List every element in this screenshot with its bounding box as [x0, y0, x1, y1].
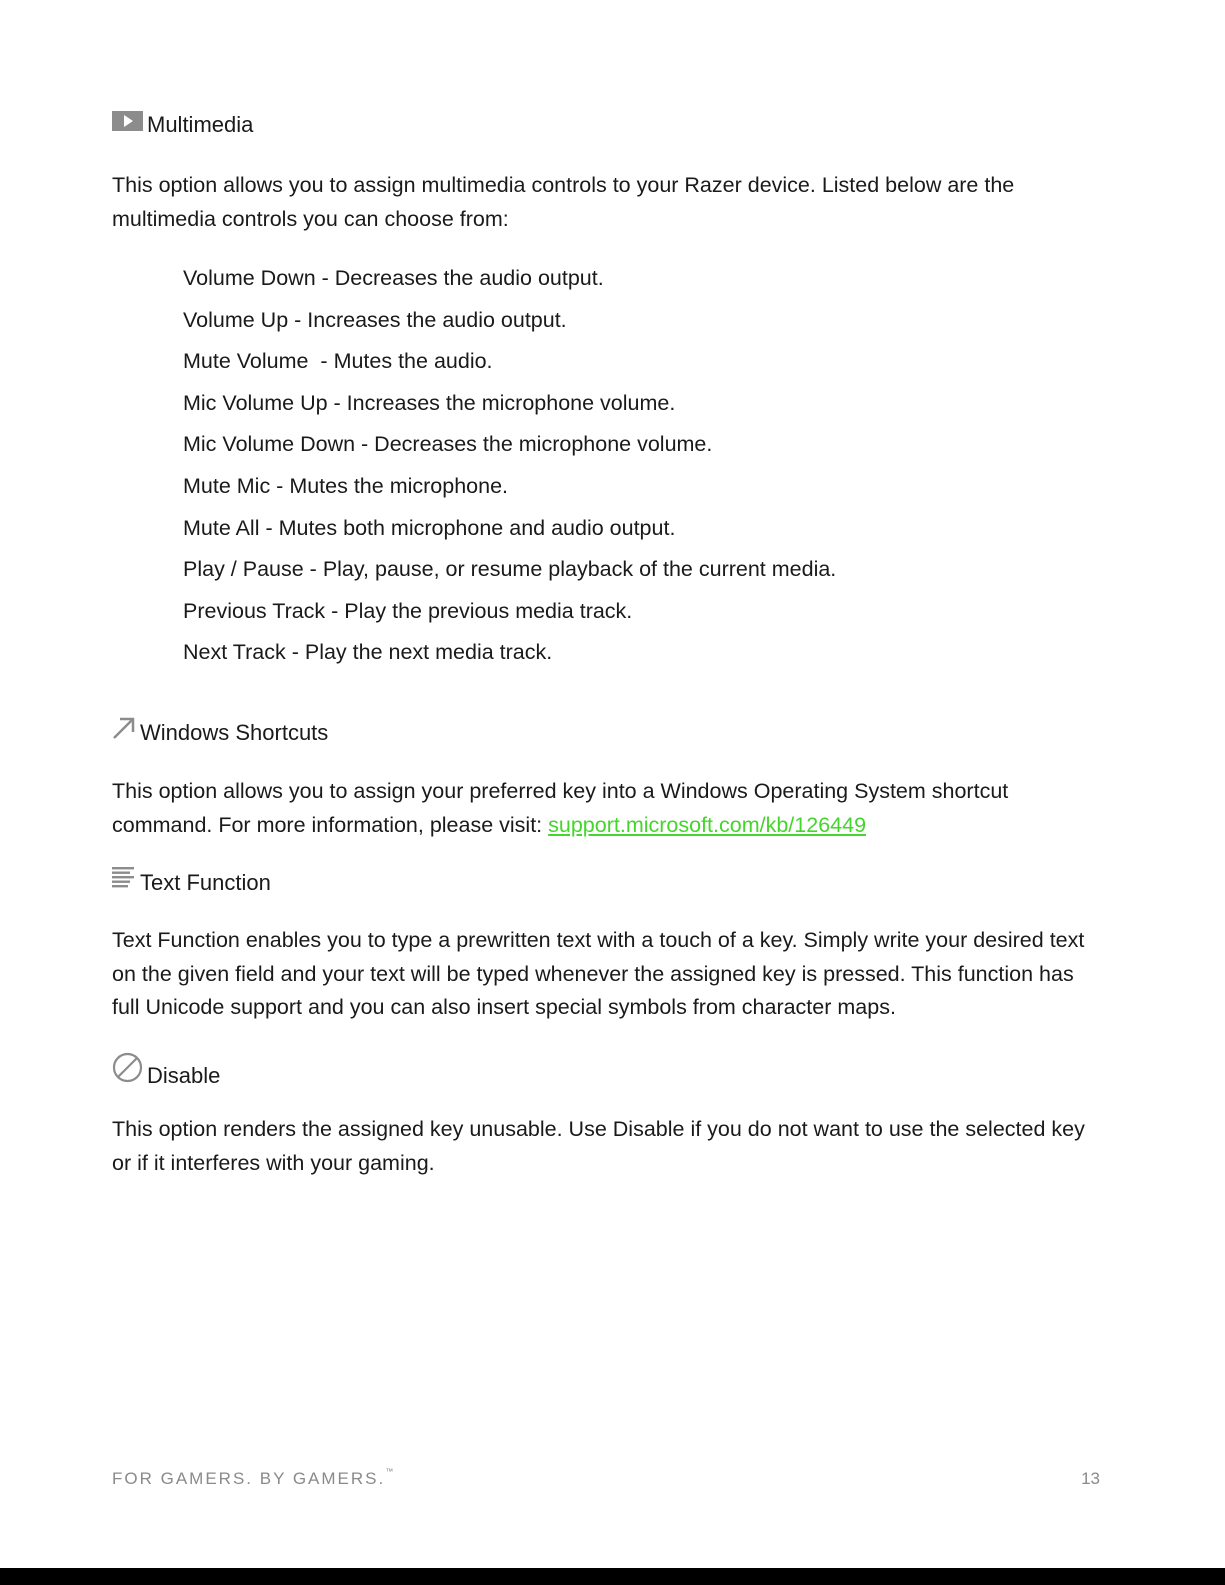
multimedia-title: Multimedia [147, 112, 254, 137]
list-item: Volume Down - Decreases the audio output. [183, 266, 604, 290]
trademark-symbol: ™ [385, 1467, 394, 1476]
list-item: Mute Volume - Mutes the audio. [183, 349, 493, 374]
list-item: Mic Volume Up - Increases the microphone volume. [183, 390, 676, 415]
list-item: Volume Up - Increases the audio output. [183, 307, 567, 332]
text-function-heading [112, 866, 271, 896]
bottom-border [0, 1568, 1225, 1585]
multimedia-intro: This option allows you to assign multimedia controls to your Razer device. Listed below are the multimedia controls you can choose from: [112, 173, 1015, 231]
disable-heading [112, 1052, 220, 1089]
text-function-text: Text Function enables you to type a prewritten text with a touch of a key. Simply write your desired text on the given field and your text will be typed whenever the assigned key is pressed. This function has full Unicode support and you can also insert special symbols from character maps. [112, 928, 1085, 1019]
windows-shortcuts-text [112, 775, 1107, 842]
windows-shortcuts-title: Windows Shortcuts [140, 720, 329, 745]
text-lines-icon [112, 866, 136, 896]
list-item: Previous Track - Play the previous media track. [183, 598, 633, 623]
support-link[interactable]: support.microsoft.com/kb/126449 [548, 812, 867, 837]
multimedia-heading [112, 110, 253, 138]
page-number: 13 [1081, 1469, 1100, 1488]
windows-shortcuts-heading [112, 716, 328, 746]
text-function-title: Text Function [140, 870, 271, 895]
list-item: Play / Pause - Play, pause, or resume playback of the current media. [183, 557, 837, 582]
list-item: Mute All - Mutes both microphone and audio output. [183, 515, 676, 540]
list-item: Mic Volume Down - Decreases the microphone volume. [183, 432, 713, 457]
multimedia-controls-list [183, 262, 836, 678]
disable-icon [112, 1052, 143, 1089]
disable-text: This option renders the assigned key unusable. Use Disable if you do not want to use the selected key or if it interferes with your gaming. [112, 1117, 1085, 1175]
tagline-text: FOR GAMERS. BY GAMERS. [112, 1469, 386, 1488]
list-item: Next Track - Play the next media track. [183, 640, 553, 665]
disable-title: Disable [147, 1063, 221, 1088]
arrow-up-right-icon [112, 716, 136, 746]
footer-tagline [112, 1469, 393, 1489]
windows-shortcuts-body: This option allows you to assign your preferred key into a Windows Operating System shortcut command. For more information, please visit: [112, 779, 1009, 837]
play-icon [112, 110, 143, 138]
list-item: Mute Mic - Mutes the microphone. [183, 473, 509, 498]
